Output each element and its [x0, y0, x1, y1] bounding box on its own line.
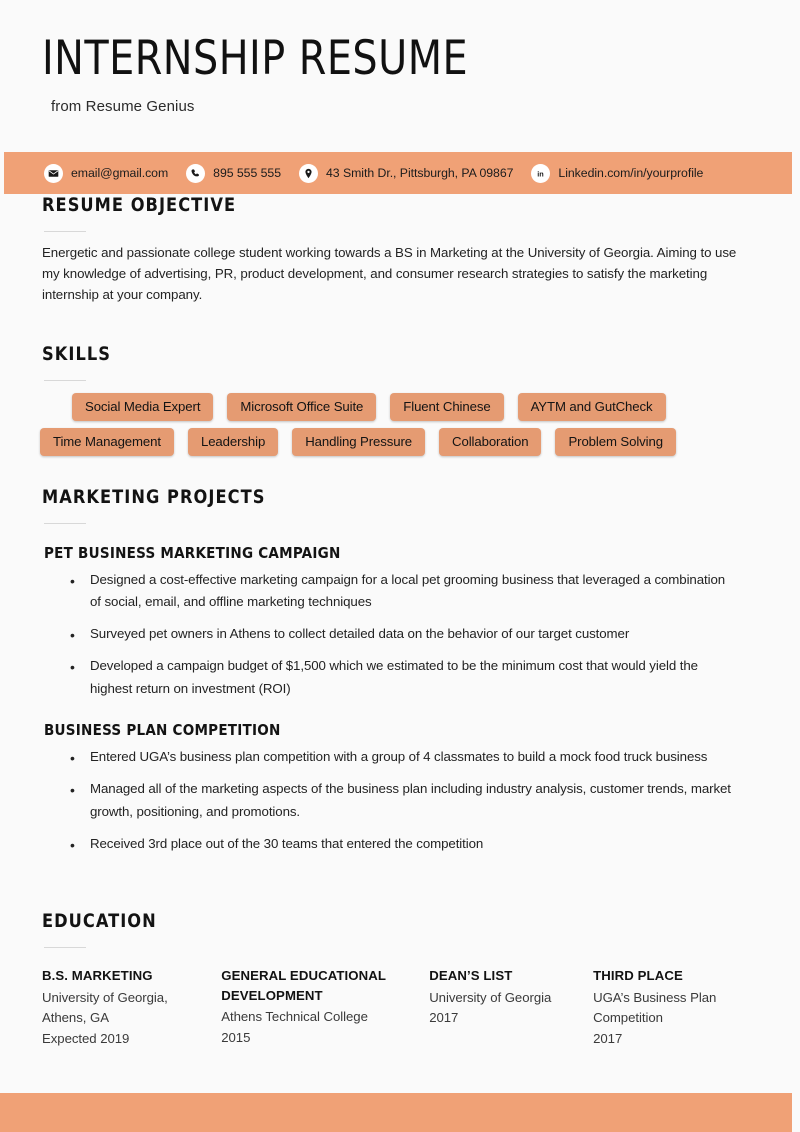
objective-body-text: Energetic and passionate college student working towards a BS in Marketing at the University of Georgia. Aiming to use my knowledge of advertising, PR, product development, and consumer research strategies to satisfy the marketing internship at your company.	[42, 245, 737, 302]
skill-tag[interactable]: Handling Pressure	[292, 428, 425, 456]
list-item: • Entered UGA’s business plan competition with a group of 4 classmates to build a mock food truck business	[90, 746, 756, 769]
section-divider	[44, 523, 86, 524]
contact-item-linkedin[interactable]	[531, 164, 703, 183]
contact-item-email[interactable]	[44, 164, 168, 183]
contact-item-address[interactable]	[299, 164, 513, 183]
education-entry-line: 2017	[429, 1010, 459, 1026]
education-entry-line: UGA’s Business Plan Competition	[593, 989, 717, 1026]
skill-tag[interactable]: Fluent Chinese	[390, 393, 503, 421]
contact-item-phone[interactable]	[186, 164, 281, 183]
education-entry-title: B.S. MARKETING	[42, 968, 153, 984]
section-heading-education: EDUCATION	[42, 910, 157, 933]
section-resume-objective	[42, 194, 756, 306]
linkedin-icon	[531, 164, 550, 183]
contact-email-text: email@gmail.com	[71, 166, 169, 180]
education-entry-line: Athens Technical College	[221, 1009, 368, 1025]
education-entry-line: 2017	[593, 1030, 623, 1046]
project-title: BUSINESS PLAN COMPETITION	[44, 720, 281, 739]
education-entry-title: DEAN’S LIST	[429, 968, 513, 984]
project-entry	[42, 721, 756, 855]
skill-tag[interactable]: Time Management	[40, 428, 174, 456]
section-divider	[44, 380, 86, 381]
education-entry-title: THIRD PLACE	[593, 968, 683, 984]
education-entry-line: University of Georgia,	[42, 989, 168, 1005]
contact-address-text: 43 Smith Dr., Pittsburgh, PA 09867	[326, 166, 514, 180]
education-entry-line: University of Georgia	[429, 989, 552, 1005]
project-entry	[42, 544, 756, 701]
page-subtitle: from Resume Genius	[51, 97, 195, 115]
education-grid	[42, 966, 756, 1049]
project-title: PET BUSINESS MARKETING CAMPAIGN	[44, 543, 341, 562]
skill-tag[interactable]: Social Media Expert	[72, 393, 213, 421]
list-item: • Designed a cost-effective marketing campaign for a local pet grooming business that leveraged a combination of social, email, and offline marketing techniques	[90, 569, 756, 615]
skills-row	[72, 393, 756, 421]
skill-tag[interactable]: Leadership	[188, 428, 278, 456]
svg-text:in: in	[537, 168, 545, 178]
section-divider	[44, 947, 86, 948]
list-item: • Received 3rd place out of the 30 teams that entered the competition	[90, 833, 756, 856]
education-entry	[429, 966, 593, 1049]
section-skills	[42, 343, 756, 456]
resume-header	[0, 0, 800, 115]
education-entry-line: 2015	[221, 1029, 251, 1045]
education-entry	[593, 966, 756, 1049]
education-entry-line: Expected 2019	[42, 1030, 130, 1046]
education-entry	[42, 966, 221, 1049]
contact-phone-text: 895 555 555	[213, 166, 281, 180]
project-bullet-list	[42, 569, 756, 701]
contact-bar	[4, 152, 792, 194]
skills-list	[42, 393, 756, 456]
section-divider	[44, 231, 86, 232]
section-heading-skills: SKILLS	[42, 342, 111, 365]
list-item: • Developed a campaign budget of $1,500 which we estimated to be the minimum cost that would yield the highest return on investment (ROI)	[90, 655, 756, 701]
education-entry-line: Athens, GA	[42, 1010, 109, 1026]
education-entry-title: GENERAL EDUCATIONAL DEVELOPMENT	[221, 968, 386, 1003]
section-marketing-projects	[42, 486, 756, 856]
footer-accent-bar	[0, 1093, 792, 1132]
list-item: • Managed all of the marketing aspects of the business plan including industry analysis, customer trends, market growth, positioning, and promotions.	[90, 778, 756, 824]
envelope-icon	[44, 164, 63, 183]
phone-icon	[186, 164, 205, 183]
section-heading-projects: MARKETING PROJECTS	[42, 485, 266, 508]
skill-tag[interactable]: Collaboration	[439, 428, 541, 456]
project-bullet-list	[42, 746, 756, 855]
skill-tag[interactable]: Microsoft Office Suite	[227, 393, 376, 421]
education-entry	[221, 966, 429, 1049]
contact-linkedin-text: Linkedin.com/in/yourprofile	[558, 166, 704, 180]
skill-tag[interactable]: Problem Solving	[555, 428, 676, 456]
skill-tag[interactable]: AYTM and GutCheck	[518, 393, 666, 421]
resume-content	[0, 194, 800, 1049]
page-title: INTERNSHIP RESUME	[42, 31, 469, 86]
skills-row	[40, 428, 756, 456]
section-education	[42, 910, 756, 1049]
location-pin-icon	[299, 164, 318, 183]
section-heading-objective: RESUME OBJECTIVE	[42, 194, 237, 216]
list-item: • Surveyed pet owners in Athens to collect detailed data on the behavior of our target customer	[90, 623, 756, 646]
